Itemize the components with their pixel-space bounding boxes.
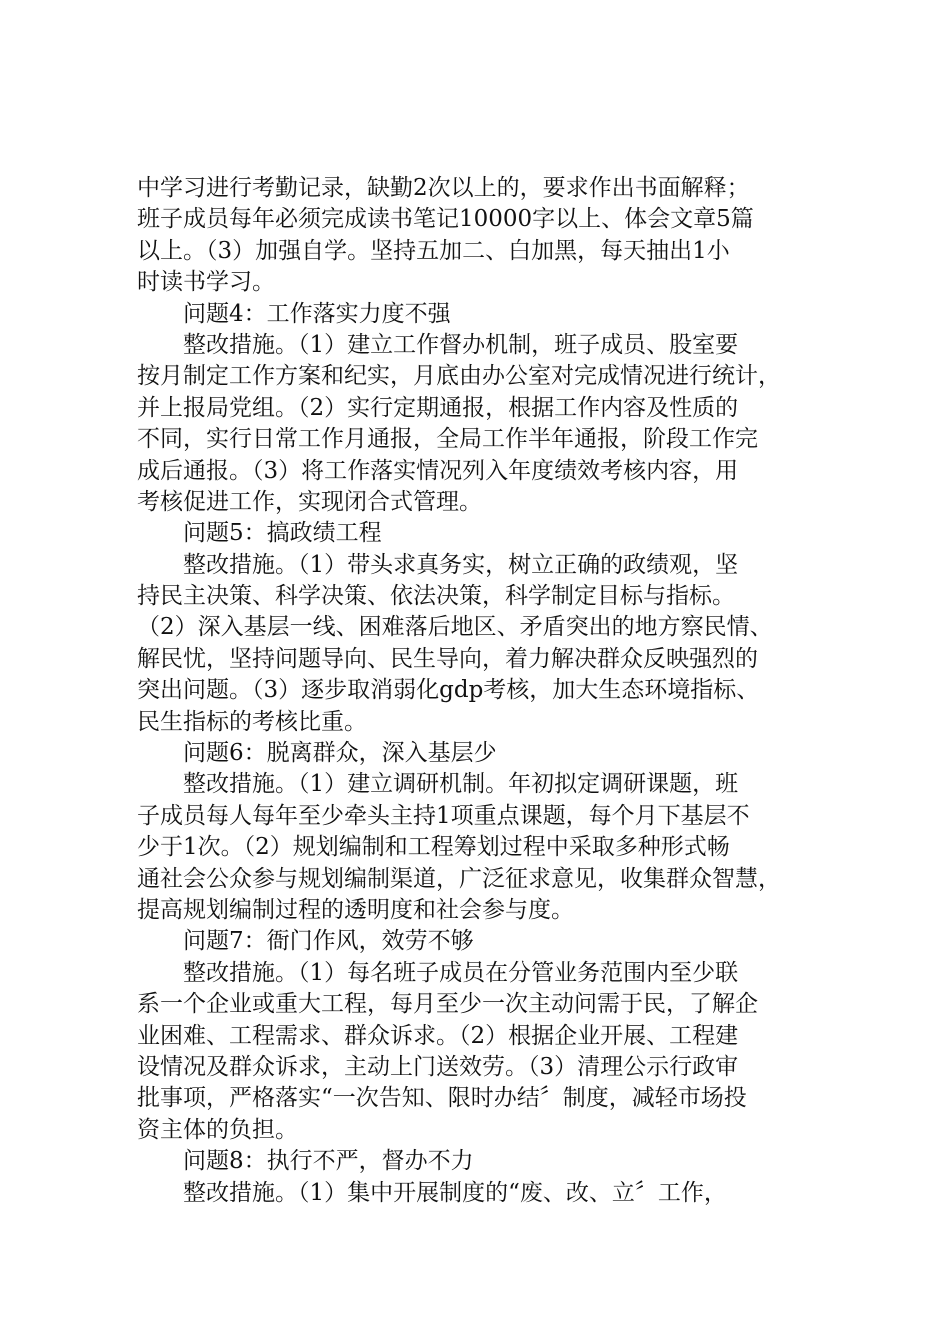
document-body	[137, 173, 837, 1209]
text-line: 不同，实行日常工作月通报，全局工作半年通报，阶段工作完	[137, 426, 758, 453]
text-line: 按月制定工作方案和纪实，月底由办公室对完成情况进行统计，	[137, 363, 781, 390]
text-line: 提高规划编制过程的透明度和社会参与度。	[137, 896, 574, 923]
text-line: 持民主决策、科学决策、依法决策，科学制定目标与指标。	[137, 583, 735, 610]
paragraph-first-line: 问题7：衙门作风，效劳不够	[183, 928, 474, 955]
text-line: 解民忧，坚持问题导向、民生导向，着力解决群众反映强烈的	[137, 645, 758, 672]
text-line: 突出问题。（3）逐步取消弱化gdp考核，加大生态环境指标、	[137, 677, 760, 704]
paragraph-first-line: 问题8：执行不严，督办不力	[183, 1148, 474, 1175]
paragraph-first-line: 整改措施。（1）每名班子成员在分管业务范围内至少联	[183, 959, 739, 986]
text-line: 业困难、工程需求、群众诉求。（2）根据企业开展、工程建	[137, 1022, 739, 1049]
paragraph-first-line: 整改措施。（1）建立调研机制。年初拟定调研课题，班	[183, 771, 739, 798]
text-line: 少于1次。（2）规划编制和工程筹划过程中采取多种形式畅	[137, 834, 730, 861]
text-line: 考核促进工作，实现闭合式管理。	[137, 488, 482, 515]
text-line: 子成员每人每年至少牵头主持1项重点课题，每个月下基层不	[137, 802, 750, 829]
text-line: 系一个企业或重大工程，每月至少一次主动问需于民，了解企	[137, 991, 758, 1018]
text-line: 中学习进行考勤记录，缺勤2次以上的，要求作出书面解释；	[137, 175, 750, 201]
paragraph-first-line: 整改措施。（1）建立工作督办机制，班子成员、股室要	[183, 331, 739, 358]
text-line: 时读书学习。	[137, 269, 275, 296]
text-line: （2）深入基层一线、困难落后地区、矛盾突出的地方察民情、	[137, 614, 773, 641]
text-line: 成后通报。（3）将工作落实情况列入年度绩效考核内容，用	[137, 457, 739, 484]
text-line: 批事项，严格落实“一次告知、限时办结〞制度，减轻市场投	[137, 1085, 747, 1112]
text-line: 设情况及群众诉求，主动上门送效劳。（3）清理公示行政审	[137, 1053, 739, 1080]
paragraph-first-line: 问题4：工作落实力度不强	[183, 300, 451, 327]
text-line: 以上。（3）加强自学。坚持五加二、白加黑，每天抽出1小	[137, 237, 730, 264]
text-line: 资主体的负担。	[137, 1116, 298, 1143]
text-line: 并上报局党组。（2）实行定期通报，根据工作内容及性质的	[137, 394, 739, 421]
paragraph-first-line: 问题5：搞政绩工程	[183, 520, 382, 547]
text-line: 通社会公众参与规划编制渠道，广泛征求意见，收集群众智慧，	[137, 865, 781, 892]
text-line: 民生指标的考核比重。	[137, 708, 367, 735]
paragraph-first-line: 整改措施。（1）带头求真务实，树立正确的政绩观，坚	[183, 551, 739, 578]
text-line: 班子成员每年必须完成读书笔记10000字以上、体会文章5篇	[137, 206, 754, 233]
paragraph-first-line: 整改措施。（1）集中开展制度的“废、改、立〞工作，	[183, 1179, 727, 1206]
paragraph-first-line: 问题6：脱离群众，深入基层少	[183, 740, 497, 767]
